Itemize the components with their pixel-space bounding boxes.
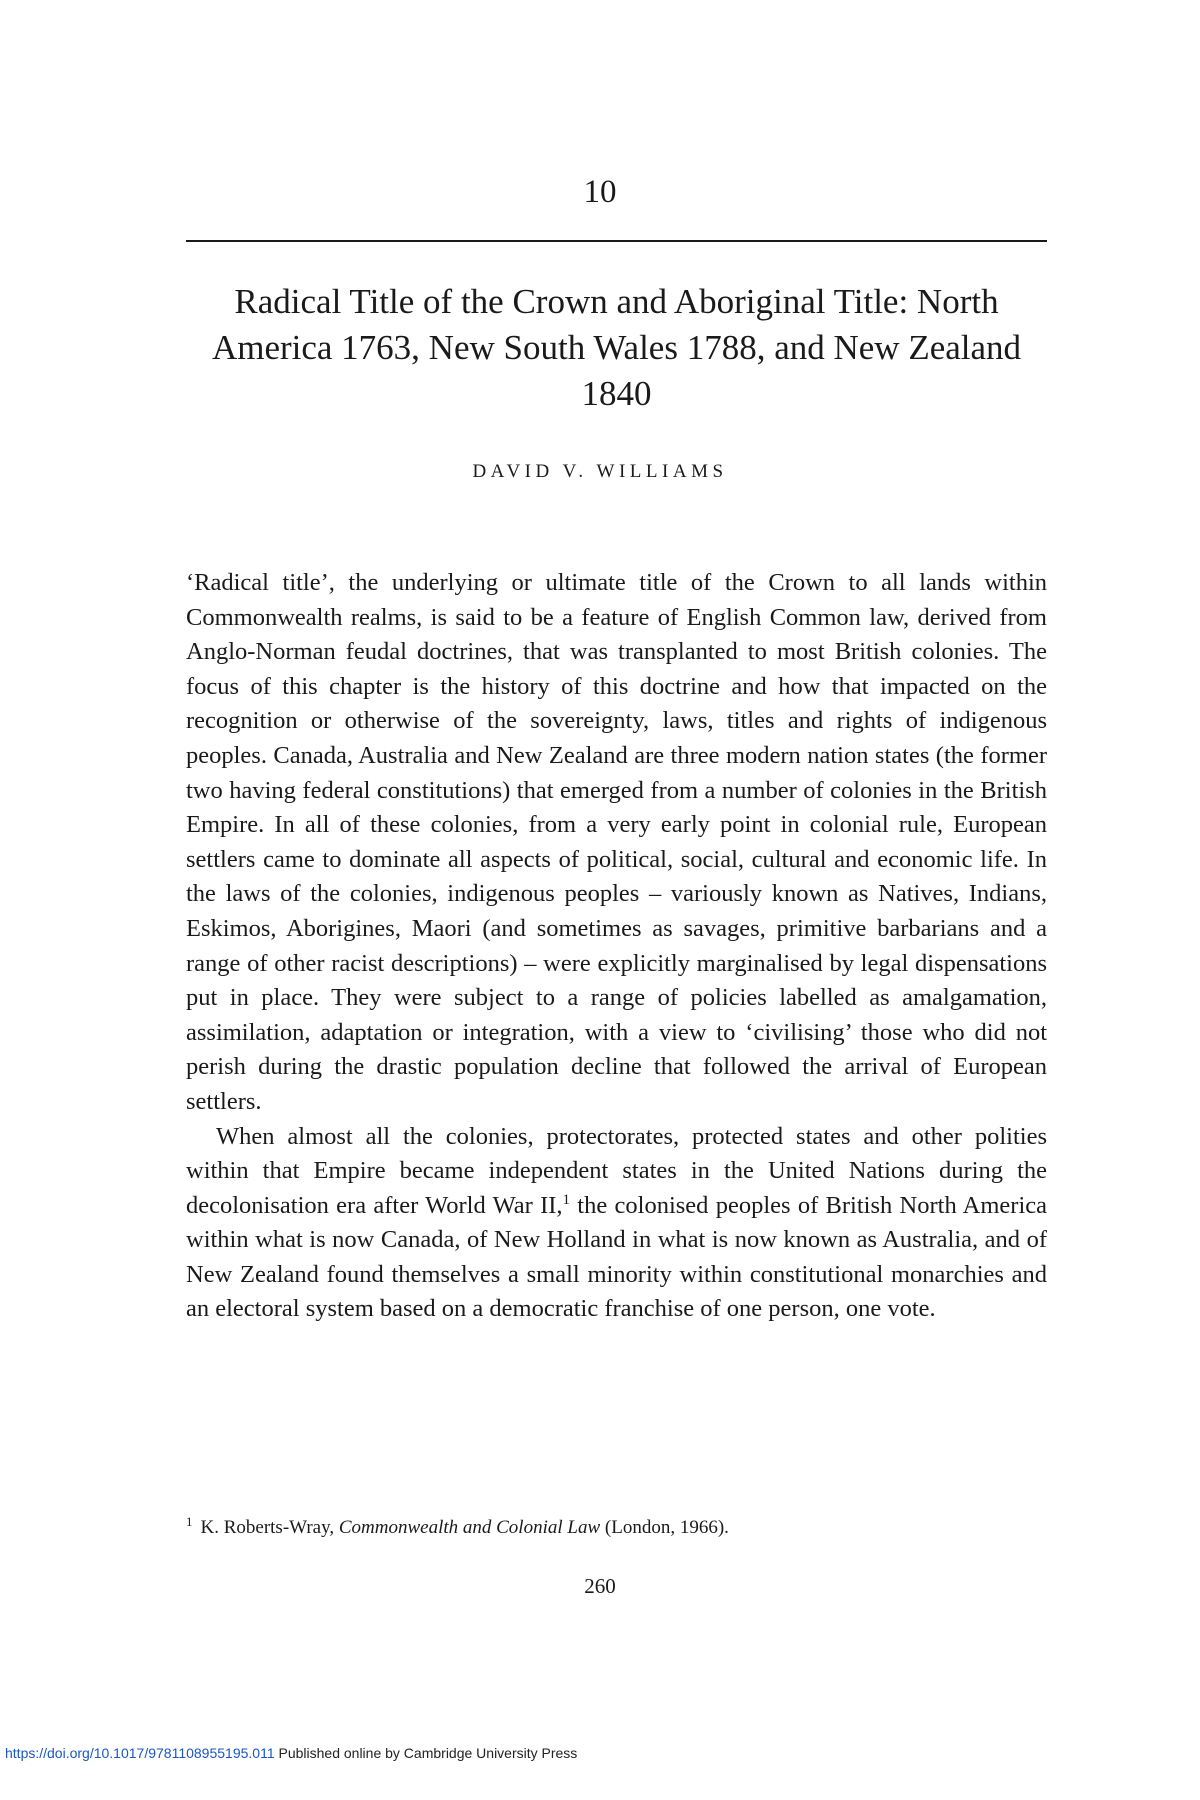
chapter-number: 10 [583, 174, 617, 210]
body-paragraph-1: ‘Radical title’, the underlying or ultimate title of the Crown to all lands within Commonwealth realms, is said to be a feature of English Common law, derived from Anglo-Norman feudal doctrines, that was transplanted to most British colonies. The focus of this chapter is the history of this doctrine and how that impacted on the recognition or otherwise of the sovereignty, laws, titles and rights of indigenous peoples. Canada, Australia and New Zealand are three modern nation states (the former two having federal constitutions) that emerged from a number of colonies in the British Empire. In all of these colonies, from a very early point in colonial rule, European settlers came to dominate all aspects of political, social, cultural and economic life. In the laws of the colonies, indigenous peoples – variously known as Natives, Indians, Eskimos, Aborigines, Maori (and sometimes as savages, primitive barbarians and a range of other racist descriptions) – were explicitly marginalised by legal dispensations put in place. They were subject to a range of policies labelled as amalgamation, assimilation, adaptation or integration, with a view to ‘civilising’ those who did not perish during the drastic population decline that followed the arrival of European settlers. [186, 569, 1047, 1115]
chapter-title: Radical Title of the Crown and Aboriginal Title: North America 1763, New South Wales 1788, and New Zealand 1840 [211, 282, 1022, 413]
chapter-author: DAVID V. WILLIAMS [472, 461, 728, 482]
body-paragraph-2-text-start: When almost all the colonies, protectorates, protected states and other polities within that Empire became independent states in the United Nations during the decolonisation era after World War II, [186, 1122, 1047, 1219]
chapter-heading-rule [186, 240, 1047, 242]
publisher-note: Published online by Cambridge University Press [278, 1745, 578, 1761]
page-number: 260 [584, 1574, 616, 1598]
footnote-number: 1 [186, 1513, 193, 1529]
footnote-work-title: Commonwealth and Colonial Law [338, 1517, 601, 1538]
chapter-body [186, 566, 1047, 1327]
doi-link[interactable]: https://doi.org/10.1017/9781108955195.011 [5, 1745, 275, 1761]
footnote-1 [186, 1515, 1047, 1541]
footnote-author: K. Roberts-Wray, [200, 1517, 335, 1538]
body-paragraph-2-text-end: the colonised peoples of British North America within what is now Canada, of New Holland in what is now known as Australia, and of New Zealand found themselves a small minority within constitutional monarchies and an electoral system based on a democratic franchise of one person, one vote. [186, 1191, 1047, 1323]
body-paragraph-2 [186, 1120, 1047, 1328]
footnote-details: (London, 1966). [604, 1517, 729, 1538]
footer-line [5, 1744, 577, 1762]
footnote-reference-1[interactable]: 1 [562, 1191, 571, 1208]
